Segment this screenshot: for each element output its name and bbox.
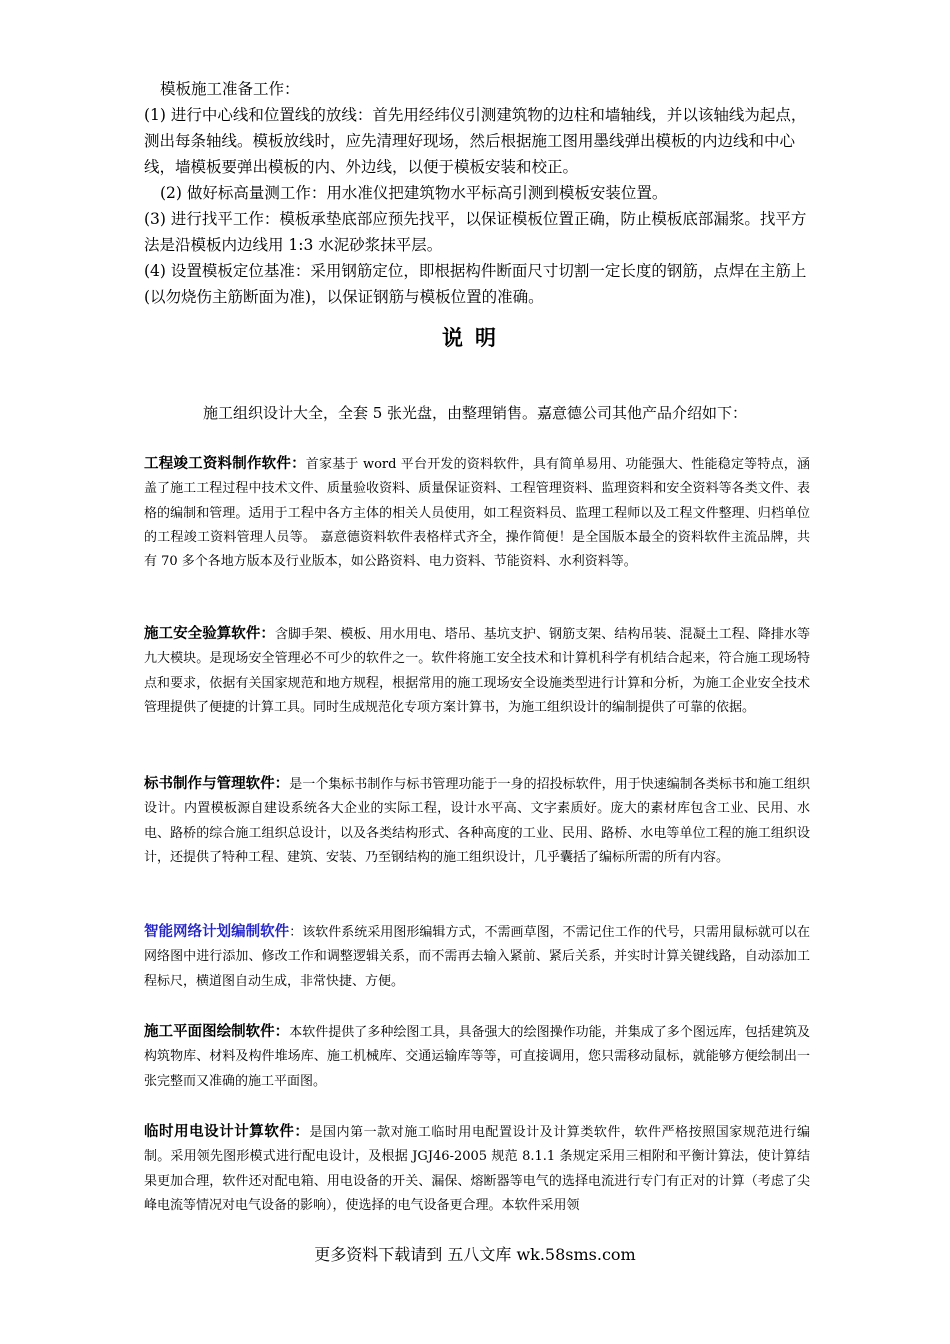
formwork-prep-section [144, 76, 810, 310]
product-desc: 含脚手架、模板、用水用电、塔吊、基坑支护、钢筋支架、结构吊装、混凝土工程、降排水等九大模块。是现场安全管理必不可少的软件之一。软件将施工安全技术和计算机科学有机结合起来，符合施工现场特点和要求，依据有关国家规范和地方规程，根据常用的施工现场安全设施类型进行计算和分析，为施工企业安全技术管理提供了便捷的计算工具。同时生成规范化专项方案计算书，为施工组织设计的编制提供了可靠的依据。 [144, 627, 810, 715]
product-desc: 是国内第一款对施工临时用电配置设计及计算类软件，软件严格按照国家规范进行编制。采用领先图形模式进行配电设计，及根据 JGJ46-2005 规范 8.1.1 条规定采用三相附和平衡计算法，使计算结果更加合理，软件还对配电箱、用电设备的开关、漏保、熔断器等电气的选择电流进行专门有正对的计算（考虑了尖峰电流等情况对电气设备的影响），使选择的电气设备更合理。本软件采用领 [144, 1125, 810, 1213]
intro-item-3: (3) 进行找平工作：模板承垫底部应预先找平，以保证模板位置正确，防止模板底部漏浆。找平方法是沿模板内边线用 1:3 水泥砂浆抹平层。 [144, 210, 807, 254]
product-desc: 首家基于 word 平台开发的资料软件，具有简单易用、功能强大、性能稳定等特点，涵盖了施工工程过程中技术文件、质量验收资料、质量保证资料、工程管理资料、监理资料和安全资料等各类文件、表格的编制和管理。适用于工程中各方主体的相关人员使用，如工程资料员、监理工程师以及工程文件整理、归档单位的工程竣工资料管理人员等。 嘉意德资料软件表格样式齐全，操作简便！是全国版本最全的资料软件主流品牌，共有 70 多个各地方版本及行业版本，如公路资料、电力资料、节能资料、水利资料等。 [144, 457, 810, 570]
footer-download-link[interactable]: 更多资料下载请到 五八文库 wk.58sms.com [314, 1245, 636, 1264]
product-name: 智能网络计划编制软件 [144, 924, 290, 940]
product-item [144, 1020, 810, 1094]
product-item [144, 622, 810, 720]
product-name: 施工安全验算软件： [144, 626, 275, 642]
product-name: 施工平面图绘制软件： [144, 1024, 290, 1040]
product-desc: 本软件提供了多种绘图工具，具备强大的绘图操作功能，并集成了多个图远库，包括建筑及构筑物库、材料及构件堆场库、施工机械库、交通运输库等等，可直接调用，您只需移动鼠标，就能够方便绘制出一张完整而又准确的施工平面图。 [144, 1025, 810, 1089]
product-item [144, 452, 810, 574]
product-item [144, 1120, 810, 1218]
lead-paragraph: 施工组织设计大全，全套 5 张光盘，由整理销售。嘉意德公司其他产品介绍如下： [202, 404, 748, 422]
product-desc: ：该软件系统采用图形编辑方式，不需画草图，不需记住工作的代号，只需用鼠标就可以在网络图中进行添加、修改工作和调整逻辑关系，而不需再去输入紧前、紧后关系，并实时计算关键线路，自动添加工程标尺，横道图自动生成，非常快捷、方便。 [144, 925, 810, 989]
product-name: 标书制作与管理软件： [144, 776, 290, 792]
product-name: 临时用电设计计算软件： [144, 1124, 310, 1140]
intro-item-4: (4) 设置模板定位基准：采用钢筋定位，即根据构件断面尺寸切割一定长度的钢筋，点焊在主筋上(以勿烧伤主筋断面为准)，以保证钢筋与模板位置的准确。 [144, 262, 807, 306]
product-item [144, 920, 810, 994]
product-item [144, 772, 810, 870]
intro-heading: 模板施工准备工作： [160, 80, 300, 98]
product-desc: 是一个集标书制作与标书管理功能于一身的招投标软件，用于快速编制各类标书和施工组织设计。内置模板源自建设系统各大企业的实际工程，设计水平高、文字素质好。庞大的素材库包含工业、民用、水电、路桥的综合施工组织总设计，以及各类结构形式、各种高度的工业、民用、路桥、水电等单位工程的施工组织设计，还提供了特种工程、建筑、安装、乃至钢结构的施工组织设计，几乎囊括了编标所需的所有内容。 [144, 777, 810, 865]
intro-item-1: (1) 进行中心线和位置线的放线：首先用经纬仪引测建筑物的边柱和墙轴线，并以该轴线为起点，测出每条轴线。模板放线时，应先清理好现场，然后根据施工图用墨线弹出模板的内边线和中心线，墙模板要弹出模板的内、外边线，以便于模板安装和校正。 [144, 106, 807, 176]
page-title: 说明 [442, 326, 508, 350]
product-name: 工程竣工资料制作软件： [144, 456, 306, 472]
intro-item-2: (2) 做好标高量测工作：用水准仪把建筑物水平标高引测到模板安装位置。 [160, 184, 668, 202]
